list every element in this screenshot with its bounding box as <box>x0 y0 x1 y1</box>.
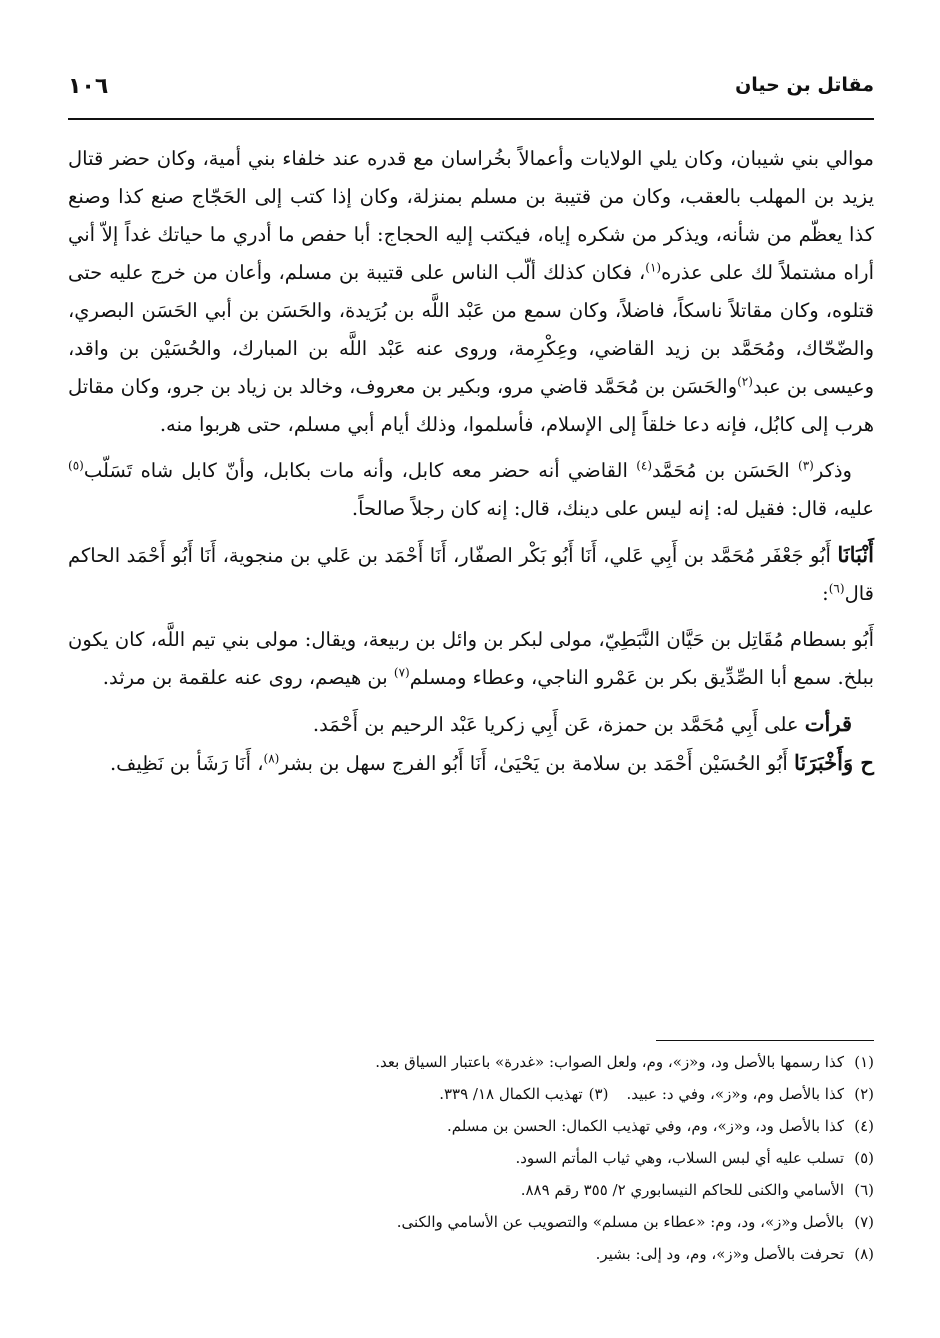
narration-keyword: ح وَأَخْبَرَنَا <box>794 750 874 775</box>
footnote-6: (٦)الأسامي والكنى للحاكم النيسابوري ٢/ ٣٥٥ رقم ٨٨٩. <box>520 1181 874 1199</box>
footnote-8: (٨)تحرفت بالأصل و«ز»، وم، ود إلى: بشير. <box>595 1245 874 1263</box>
footnote-1: (١)كذا رسمها بالأصل ود، و«ز»، وم، ولعل الصواب: «غدرة» باعتبار السياق بعد. <box>375 1053 874 1071</box>
narration-keyword: قرأت <box>804 711 852 736</box>
footnote-ref-8: (٨) <box>263 751 280 766</box>
footnotes <box>68 1046 874 1270</box>
footnote-rule <box>656 1040 874 1041</box>
main-text <box>68 140 874 783</box>
paragraph-5-isnad: قرأت على أَبِي مُحَمَّد بن حمزة، عَن أَبِي زكريا عَبْد الرحيم بن أَحْمَد. <box>312 711 852 736</box>
narration-keyword: أَنْبَانَا <box>837 542 874 567</box>
footnote-5: (٥)تسلب عليه أي لبس السلاب، وهي ثياب المأتم السود. <box>515 1149 874 1167</box>
paragraph-1: موالي بني شيبان، وكان يلي الولايات وأعمالاً بخُراسان مع قدره عند خلفاء بني أمية، وكان حضر قتال يزيد بن المهلب بالعقب، وكان من قتيبة بن مسلم بمنزلة، وكان إذا كتب إلى الحَجّاج صنع كذا وصنع كذا يعظّم من شأنه، ويذكر من شكره إياه، فيكتب إليه الحجاج: أبا حفص ما أدري ما حياتك غداً إلاّ أني أراه مشتملاً لك على عذره$^{(١)}$، فكان كذلك ألّب الناس على قتيبة بن مسلم، وأعان من خرج عليه حتى قتلوه، وكان مقاتلاً ناسكاً، فاضلاً، وكان سمع من عَبْد اللَّه بن بُرَيدة، والحَسَن بن أبي الحَسَن البصري، والضّحّاك، ومُحَمَّد بن زيد القاضي، وعِكْرِمة، وروى عنه عَبْد اللَّه بن المبارك، والحُسَيْن بن واقد، وعيسى بن عبد$^{(٢)}$والحَسَن بن مُحَمَّد قاضي مرو، وبكير بن معروف، وخالد بن زياد بن جرو، وكان مقاتل هرب إلى كابُل، فإنه دعا خلقاً إلى الإسلام، فأسلموا، وذلك أيام أبي مسلم، حتى هربوا منه. <box>68 147 874 436</box>
header-rule <box>68 118 874 120</box>
footnote-ref-3: (٣) <box>798 458 814 473</box>
running-title: مقاتل بن حيان <box>735 74 874 96</box>
footnote-ref-4: (٤) <box>636 458 653 473</box>
footnote-4: (٤)كذا بالأصل ود، و«ز»، وم، وفي تهذيب الكمال: الحسن بن مسلم. <box>446 1117 874 1135</box>
page-header <box>68 72 874 112</box>
paragraph-6-isnad: ح وَأَخْبَرَنَا أَبُو الحُسَيْن أَحْمَد بن سلامة بن يَحْيَىٰ، أَنَا أَبُو الفرج سهل بن بشر$^{(٨)}$، أَنَا رَشَأ بن نَظِيف. <box>109 750 874 775</box>
footnote-ref-6: (٦) <box>828 581 845 596</box>
footnote-ref-2: (٢) <box>737 374 753 389</box>
paragraph-2: وذكر$^{(٣)}$ الحَسَن بن مُحَمَّد$^{(٤)}$ القاضي أنه حضر معه كابل، وأنه مات بكابل، وأنّ كابل شاه تَسَلّب$^{(٥)}$ عليه، قال: فقيل له: إنه ليس على دينك، قال: إنه كان رجلاً صالحاً. <box>68 458 874 520</box>
footnote-ref-7: (٧) <box>393 665 410 680</box>
paragraph-4: أَبُو بسطام مُقَاتِل بن حَيَّان النَّبَطِيّ، مولى لبكر بن وائل بن ربيعة، ويقال: مولى بني تيم اللَّه، كان يكون ببلخ. سمع أبا الصِّدِّيق بكر بن عَمْرو الناجي، وعطاء ومسلم$^{(٧)}$ بن هيصم، روى عنه علقمة بن مرثد. <box>68 628 874 689</box>
page-number: ١٠٦ <box>68 74 109 99</box>
footnote-ref-1: (١) <box>645 260 662 275</box>
paragraph-3-isnad: أَنْبَانَا أَبُو جَعْفَر مُحَمَّد بن أَبِي عَلي، أَنَا أَبُو بَكْر الصفّار، أَنَا أَحْمَد بن عَلي بن منجوية، أَنَا أَبُو أَحْمَد الحاكم قال$^{(٦)}$: <box>68 542 874 605</box>
footnote-7: (٧)بالأصل و«ز»، ود، وم: «عطاء بن مسلم» والتصويب عن الأسامي والكنى. <box>396 1213 874 1231</box>
footnote-ref-5: (٥) <box>68 458 84 473</box>
footnote-2-3: (٢)كذا بالأصل وم، و«ز»، وفي د: عبيد.(٣)تهذيب الكمال ١٨/ ٣٣٩. <box>439 1085 874 1103</box>
